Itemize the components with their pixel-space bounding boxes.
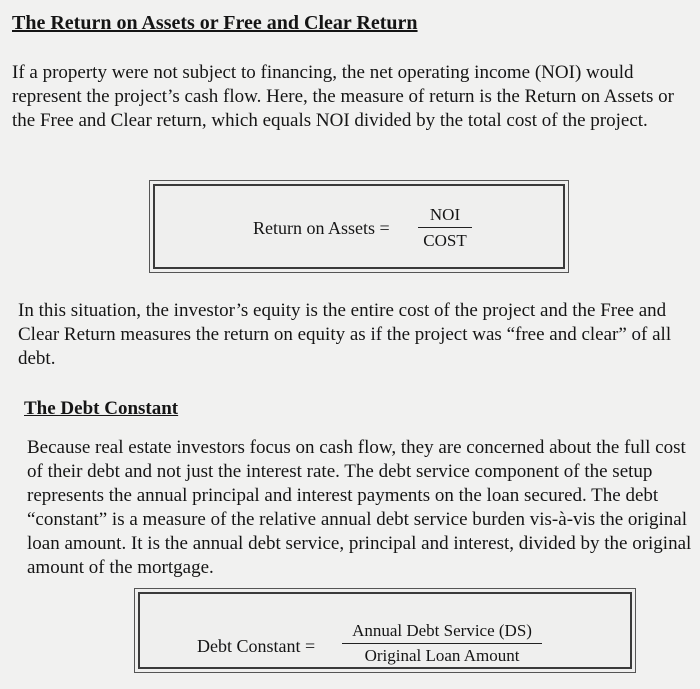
formula-box-return-on-assets <box>149 180 569 273</box>
fraction-bar <box>418 227 472 228</box>
formula-denominator-original-loan: Original Loan Amount <box>364 646 520 665</box>
paragraph-equity: In this situation, the investor’s equity is the entire cost of the project and the Free and Clear Return measures the return on equity as if the project was “free and clear” of all debt. <box>18 300 672 369</box>
formula-box-debt-constant <box>134 588 636 673</box>
paragraph-debt-constant: Because real estate investors focus on cash flow, they are concerned about the full cost of their debt and not just the interest rate. The debt service component of the setup represents the annual principal and interest payments on the loan secured. The debt “constant” is a measure of the relative annual debt service burden vis-à-vis the original loan amount. It is the annual debt service, principal and interest, divided by the original amount of the mortgage. <box>27 437 692 578</box>
formula-label-debt-constant: Debt Constant = <box>197 636 316 656</box>
paragraph-return-on-assets: If a property were not subject to financing, the net operating income (NOI) would represent the project’s cash flow. Here, the measure of return is the Return on Assets or the Free and Clear return, which equals NOI divided by the total cost of the project. <box>12 62 674 131</box>
formula-label-return-on-assets: Return on Assets = <box>253 218 390 238</box>
formula-denominator-cost: COST <box>423 231 467 250</box>
formula-numerator-noi: NOI <box>429 205 461 224</box>
heading-return-on-assets: The Return on Assets or Free and Clear Return <box>12 12 418 34</box>
heading-debt-constant: The Debt Constant <box>24 398 179 419</box>
fraction-bar <box>342 643 542 644</box>
formula-numerator-annual-debt-service: Annual Debt Service (DS) <box>352 621 532 640</box>
